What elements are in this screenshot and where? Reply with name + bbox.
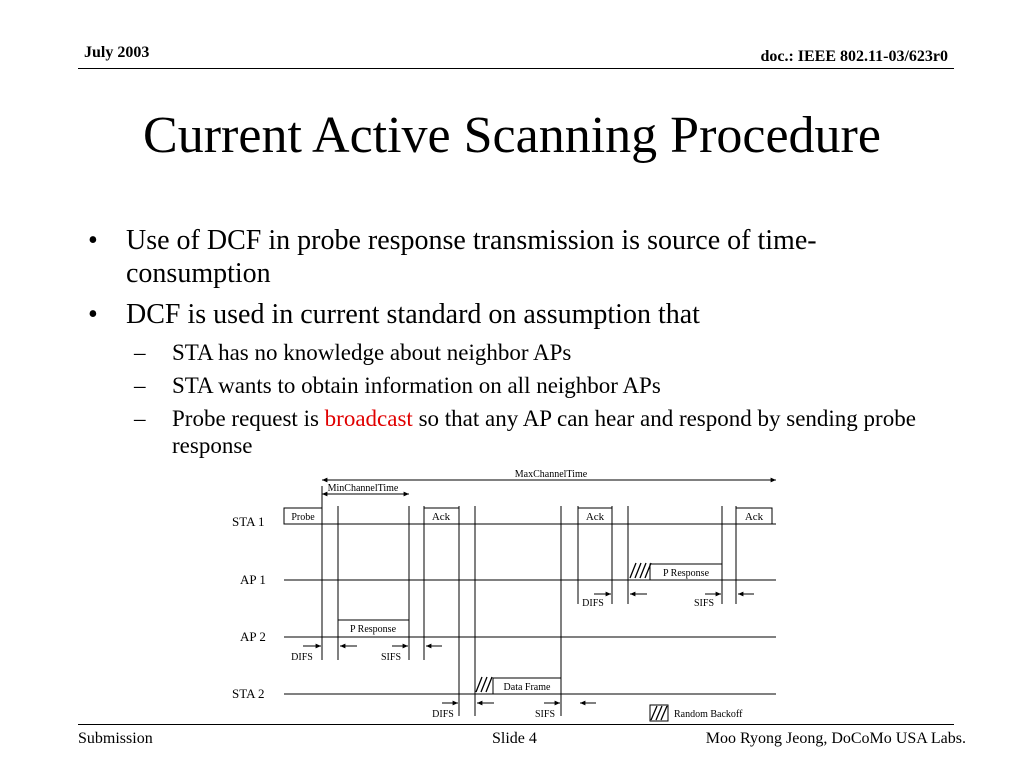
random-backoff-hatch: [476, 677, 492, 692]
row-label-ap2: AP 2: [240, 629, 266, 644]
p-response-label: P Response: [349, 624, 397, 635]
header-doc-id: doc.: IEEE 802.11-03/623r0: [760, 48, 948, 65]
ack-label: Ack: [744, 511, 764, 523]
header-date: July 2003: [84, 44, 150, 61]
probe-label: Probe: [291, 512, 315, 523]
row-label-sta1: STA 1: [232, 514, 265, 529]
bullet-text: Use of DCF in probe response transmission is source of time-consumption: [126, 225, 817, 289]
row-label-ap1: AP 1: [240, 572, 266, 587]
dash-marker: –: [134, 406, 146, 431]
sub-bullet-text: STA wants to obtain information on all neighbor APs: [172, 373, 661, 398]
max-channel-time-label: MaxChannelTime: [514, 469, 588, 480]
interval-label-difs: DIFS: [582, 598, 604, 609]
ack-label: Ack: [585, 511, 605, 523]
interval-label-sifs: SIFS: [693, 598, 715, 609]
min-channel-time-label: MinChannelTime: [327, 483, 399, 494]
interval-label-difs: DIFS: [432, 709, 454, 720]
footer-divider: [78, 724, 954, 725]
sub-bullet-text: STA has no knowledge about neighbor APs: [172, 340, 572, 365]
bullet-marker: •: [88, 299, 98, 330]
bullet-marker: •: [88, 225, 98, 256]
sub-bullet-text-pre: Probe request is: [172, 406, 325, 431]
footer-submission: Submission: [78, 730, 153, 747]
sub-bullet-text-post: so that any AP can hear and respond by sending probe response: [172, 406, 916, 458]
p-response-label: P Response: [662, 568, 710, 579]
highlight-word: broadcast: [324, 406, 413, 431]
footer-slide-number: Slide 4: [492, 730, 537, 747]
interval-label-sifs: SIFS: [534, 709, 556, 720]
row-label-sta2: STA 2: [232, 686, 265, 701]
dash-marker: –: [134, 340, 146, 365]
ack-label: Ack: [431, 511, 451, 523]
footer-author: Moo Ryong Jeong, DoCoMo USA Labs.: [705, 730, 966, 747]
legend-random-backoff-swatch: [650, 705, 668, 721]
dash-marker: –: [134, 373, 146, 398]
slide-title: Current Active Scanning Procedure: [143, 107, 881, 164]
interval-label-difs: DIFS: [291, 652, 313, 663]
bullet-text: DCF is used in current standard on assumption that: [126, 299, 700, 330]
data-frame-label: Data Frame: [503, 682, 551, 693]
legend-random-backoff-label: Random Backoff: [674, 709, 743, 720]
interval-label-sifs: SIFS: [380, 652, 402, 663]
random-backoff-hatch: [630, 563, 651, 578]
